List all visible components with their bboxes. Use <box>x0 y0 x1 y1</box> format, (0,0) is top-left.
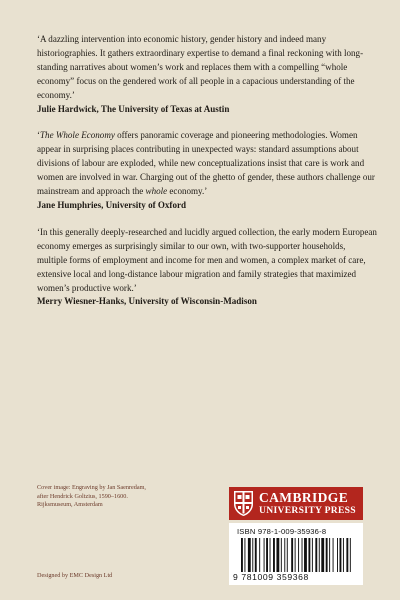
barcode-digits: 9 781009 359368 <box>233 572 309 582</box>
endorsement-3 <box>37 226 377 309</box>
isbn-label: ISBN 978-1-009-35936-8 <box>237 527 327 536</box>
quote-text: offers panoramic coverage and pioneering methodologies. Women appear in surprising places contributing in unexpected ways: standard assumptions about divisions of labour are exploded, while new conceptualizations insist that care is work and women are involved in war. Charging out of the ghetto of gender, these authors challenge our mainstream and approach the <box>37 130 375 197</box>
publisher-logo <box>229 487 363 520</box>
credit-line: Rijksmuseum, Amsterdam <box>37 501 103 509</box>
endorsement-attribution: Merry Wiesner-Hanks, University of Wisconsin-Madison <box>37 296 257 307</box>
barcode-icon <box>241 538 351 572</box>
endorsement-1 <box>37 33 377 116</box>
quote-text: ‘ <box>37 130 41 141</box>
emphasis-word: whole <box>145 186 168 197</box>
cover-image-credit <box>37 484 187 510</box>
publisher-name-line2: UNIVERSITY PRESS <box>259 505 356 516</box>
designer-credit: Designed by EMC Design Ltd <box>37 572 113 579</box>
barcode-panel <box>229 523 363 585</box>
book-title: The Whole Economy <box>40 130 115 141</box>
shield-crest-icon <box>233 490 254 517</box>
endorsement-attribution: Jane Humphries, University of Oxford <box>37 199 187 210</box>
endorsement-2 <box>37 129 377 212</box>
endorsement-quote <box>37 129 377 199</box>
credit-line: after Hendrick Goltzius, 1590–1600. <box>37 492 128 500</box>
credit-line: Cover image: Engraving by Jan Saenredam, <box>37 484 146 491</box>
endorsement-quote: ‘In this generally deeply-researched and lucidly argued collection, the early modern European economy emerges as surprisingly similar to our own, with two-supporter households, multiple forms of employment and income for men and women, a complex market of care, extensive local and long-distance labour migration and family strategies that maximized women’s productive work.’ <box>37 226 377 293</box>
endorsement-attribution: Julie Hardwick, The University of Texas at Austin <box>37 103 230 114</box>
quote-text: economy.’ <box>167 186 208 197</box>
publisher-name-line1: CAMBRIDGE <box>259 490 349 505</box>
endorsements <box>37 33 377 322</box>
endorsement-quote: ‘A dazzling intervention into economic history, gender history and indeed many historiographies. It gathers extraordinary expertise to demand a final reckoning with long-standing narratives about women’s work and replaces them with a compelling “whole economy” focus on the gendered work of all people in a capacious understanding of the economy.’ <box>37 34 364 100</box>
